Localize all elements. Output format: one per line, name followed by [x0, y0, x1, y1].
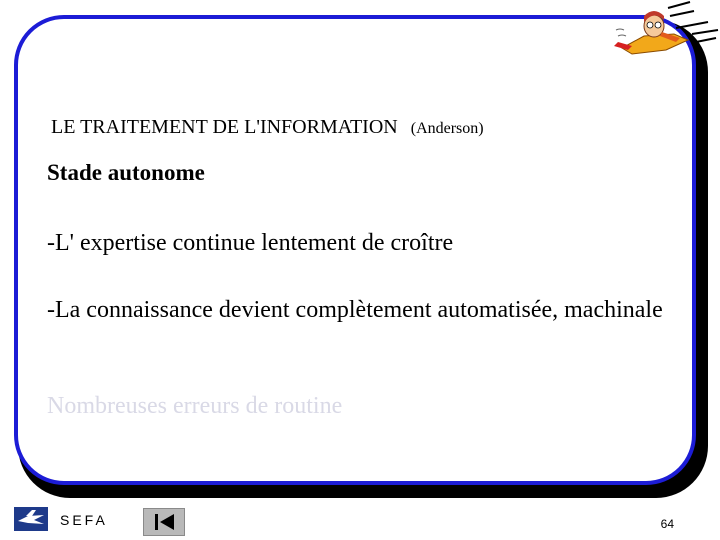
bullet-item: -L' expertise continue lentement de croître — [47, 230, 454, 256]
first-page-icon — [144, 509, 184, 535]
title-author: (Anderson) — [410, 120, 484, 137]
sefa-logo-icon — [14, 507, 48, 531]
first-page-button[interactable] — [143, 508, 185, 536]
slide-title — [51, 116, 484, 139]
title-text: LE TRAITEMENT DE L'INFORMATION — [51, 116, 398, 138]
slide-subtitle: Stade autonome — [47, 160, 205, 185]
footer-brand: SEFA — [60, 512, 108, 528]
bullet-item: -La connaissance devient complètement automatisée, machinale — [47, 297, 663, 323]
page-number: 64 — [660, 517, 674, 531]
pilot-clipart-icon — [604, 0, 720, 62]
faded-text: Nombreuses erreurs de routine — [47, 393, 343, 419]
